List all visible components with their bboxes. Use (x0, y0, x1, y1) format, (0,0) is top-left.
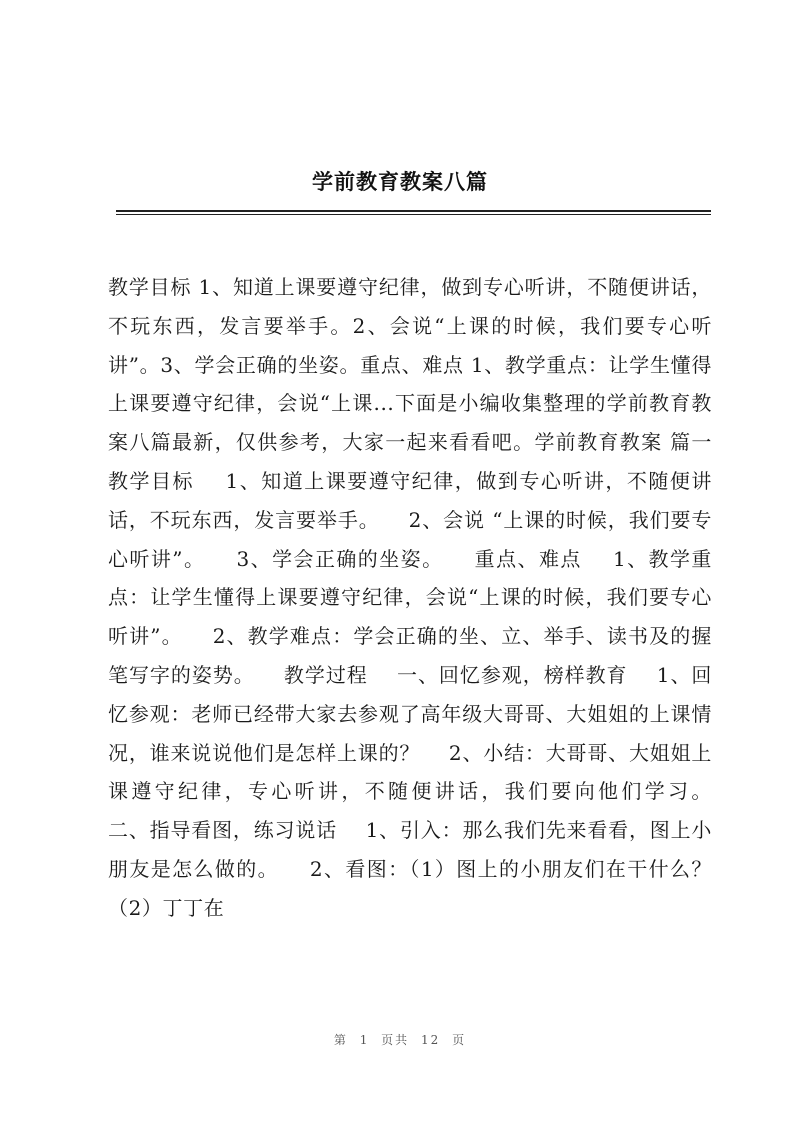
page-footer: 第 1 页共 12 页 (333, 1033, 467, 1047)
document-title: 学前教育教案八篇 (312, 170, 488, 194)
title-divider (116, 210, 711, 212)
document-body: 教学目标 1、知道上课要遵守纪律，做到专心听讲，不随便讲话，不玩东西，发言要举手。2、会说“上课的时候，我们要专心听讲”。3、学会正确的坐姿。重点、难点 1、教学重点：让学生懂得上课要遵守纪律，会说“上课...下面是小编收集整理的学前教育教案八篇最新，仅供参考，大家一起来看看吧。学前教育教案 篇一 教学目标 1、知道上课要遵守纪律，做到专心听讲，不随便讲话，不玩东西，发言要举手。 2、会说 “上课的时候，我们要专心听讲”。 3、学会正确的坐姿。 重点、难点 1、教学重点：让学生懂得上课要遵守纪律，会说“上课的时候，我们要专心听讲”。 2、教学难点：学会正确的坐、立、举手、读书及的握笔写字的姿势。 教学过程 一、回忆参观，榜样教育 1、回忆参观：老师已经带大家去参观了高年级大哥哥、大姐姐的上课情况，谁来说说他们是怎样上课的？ 2、小结：大哥哥、大姐姐上课遵守纪律，专心听讲，不随便讲话，我们要向他们学习。 二、指导看图，练习说话 1、引入：那么我们先来看看，图上小朋友是怎么做的。 2、看图：（1）图上的小朋友们在干什么？（2）丁丁在 (108, 275, 740, 920)
title-divider-thin (116, 214, 711, 215)
